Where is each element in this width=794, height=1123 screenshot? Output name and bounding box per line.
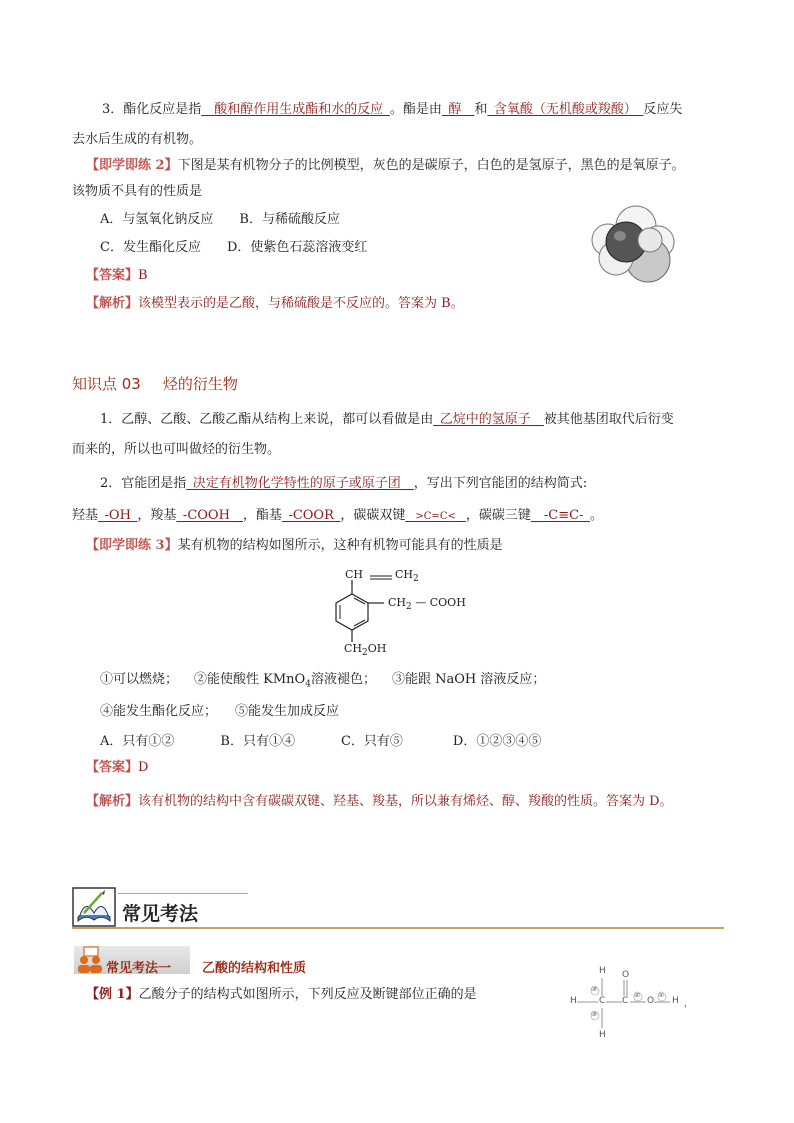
exercise-3-answer: 【答案】D: [86, 760, 149, 775]
answer-blank: _含氧酸（无机酸或羧酸）_: [487, 102, 644, 117]
people-icon: [76, 946, 104, 974]
answer-blank: __>C=C<__: [405, 511, 466, 522]
exercise-2-question: 【即学即练 2】下图是某有机物分子的比例模型，灰色的是碳原子，白色的是氢原子，黑色的是氧原子。: [86, 158, 685, 173]
answer-blank: _醇__: [441, 102, 475, 117]
exercise-3-analysis: 【解析】该有机物的结构中含有碳碳双键、羟基、羧基，所以兼有烯烃、醇、羧酸的性质。答案为 D。: [86, 794, 673, 809]
exercise-3-question: 【即学即练 3】某有机物的结构如图所示，这种有机物可能具有的性质是: [86, 538, 503, 553]
section-header: [72, 885, 724, 931]
exercise-3-properties-row1: ①可以燃烧； ②能使酸性 KMnO$_4$溶液褪色； ③能跟 NaOH 溶液反应；: [100, 672, 546, 690]
exercise-2-options-row2: C．发生酯化反应 D．使紫色石蕊溶液变红: [100, 240, 368, 255]
ch2oh-label: $CH_2OH$: [344, 642, 387, 659]
organic-structure-diagram: [300, 566, 500, 666]
vinyl-ch-label: CH: [345, 568, 364, 581]
exercise-3-properties-row2: ④能发生酯化反应； ⑤能发生加成反应: [100, 704, 340, 719]
example-1-question: 【例 1】乙酸分子的结构式如图所示，下列反应及断键部位正确的是: [86, 987, 477, 1002]
answer-blank: _-COOR_: [281, 508, 341, 523]
section-title: 常见考法: [122, 903, 199, 925]
knowledge-point-03-title: 知识点 03 烃的衍生物: [72, 375, 238, 393]
answer-blank: _决定有机物化学特性的原子或原子团__: [186, 476, 414, 491]
answer-blank: __酸和醇作用生成酯和水的反应_: [201, 102, 390, 117]
method-1-header: [74, 946, 494, 974]
para-esterification-line1: 3．酯化反应是指__酸和醇作用生成酯和水的反应_。酯是由_醇__和_含氧酸（无机酸或羧酸）_反应失: [102, 102, 683, 117]
notebook-pen-icon: [72, 887, 116, 927]
answer-blank: _-COOH__: [176, 508, 243, 523]
para-derivatives-line2: 而来的，所以也可叫做烃的衍生物。: [72, 442, 281, 457]
exercise-2-options-row1: A．与氢氧化钠反应 B．与稀硫酸反应: [100, 212, 340, 227]
acetic-acid-structural-formula: H H C C O O H H ③ ③ ② ① ，: [570, 966, 694, 1040]
method-1-title: 乙酸的结构和性质: [202, 961, 307, 976]
para-esterification-line2: 去水后生成的有机物。: [72, 132, 203, 147]
exercise-2-answer: 【答案】B: [86, 268, 148, 283]
vinyl-ch2-label: $CH_2$: [395, 568, 419, 585]
ch2-cooh-label: $CH_2$ — COOH: [388, 596, 466, 613]
exercise-2-analysis: 【解析】该模型表示的是乙酸，与稀硫酸是不反应的。答案为 B。: [86, 296, 464, 311]
exercise-2-question-line2: 该物质不具有的性质是: [72, 184, 203, 199]
answer-blank: _乙烷中的氢原子__: [433, 412, 544, 427]
answer-blank: _-OH_: [98, 508, 138, 523]
answer-blank: __-C≡C-_: [530, 508, 590, 523]
para-derivatives-line1: 1．乙醇、乙酸、乙酸乙酯从结构上来说，都可以看做是由_乙烷中的氢原子__被其他基团取代后衍变: [100, 412, 674, 427]
exercise-3-options: A．只有①② B．只有①④ C．只有⑤ D．①②③④⑤: [100, 734, 542, 749]
para-functional-group-line1: 2．官能团是指_决定有机物化学特性的原子或原子团__，写出下列官能团的结构简式:: [100, 476, 588, 491]
method-1-label: 常见考法一: [106, 961, 172, 976]
para-functional-group-line2: 羟基_-OH_，羧基_-COOH__，酯基_-COOR_，碳碳双键__>C=C<__，碳碳三键__-C≡C-_。: [72, 508, 603, 523]
